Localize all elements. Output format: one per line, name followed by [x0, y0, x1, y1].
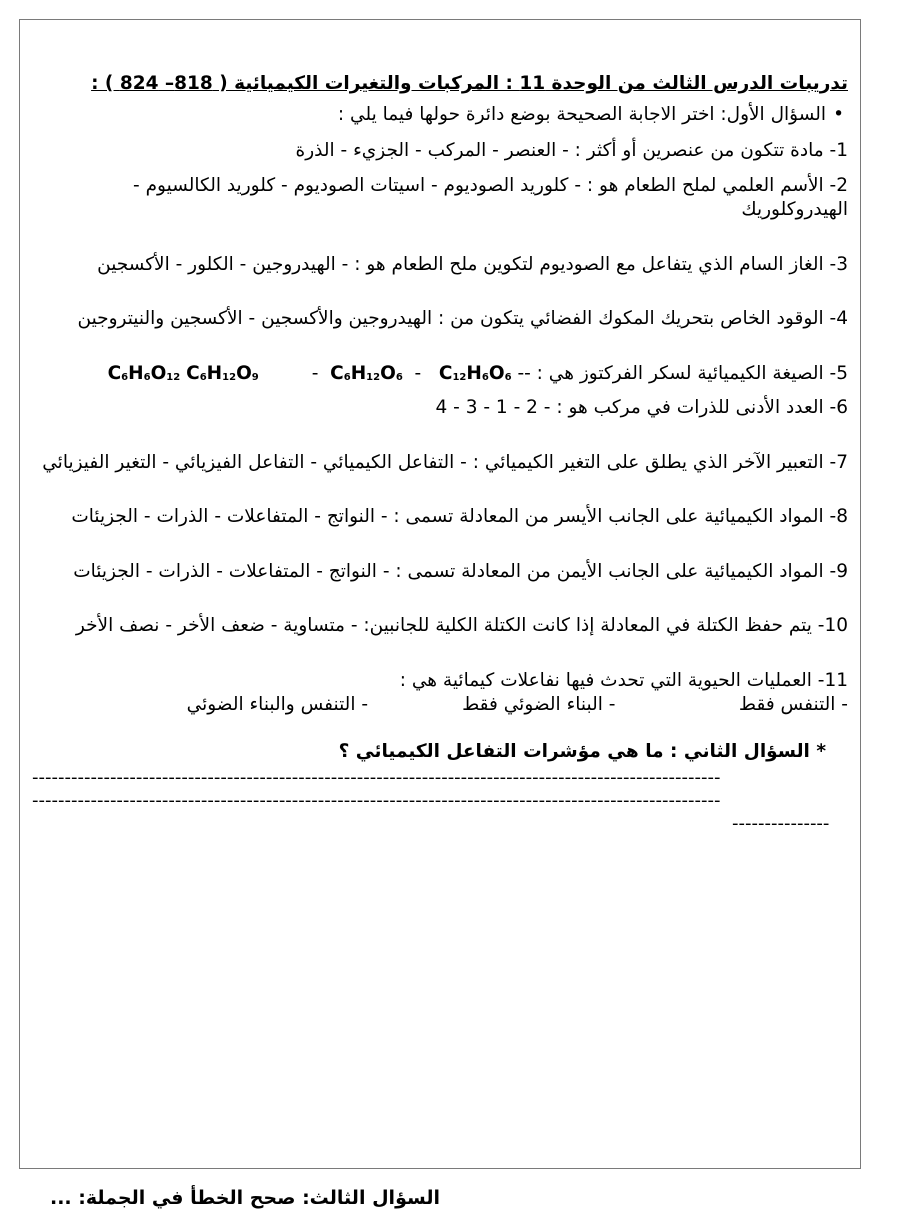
answer-line-3: ---------------	[732, 813, 830, 834]
bullet-icon: •	[833, 103, 844, 125]
item-5: 5- الصيغة الكيميائية لسكر الفركتوز هي : -- $C_{12}H_6O_6 - C_6H_{12}O_6$ - $C_6H_{12}O_9$ $C_6H_6O_{12}$	[107, 362, 848, 384]
item-6: 6- العدد الأدنى للذرات في مركب هو : - 2 - 1 - 3 - 4	[435, 397, 848, 418]
item-3: 3- الغاز السام الذي يتفاعل مع الصوديوم لتكوين ملح الطعام هو : - الهيدروجين - الكلور - الأكسجين	[97, 253, 848, 275]
answer-line-1: ----------------------------------------------------------------------------------------------------------	[32, 767, 721, 788]
item-8: 8- المواد الكيميائية على الجانب الأيسر من المعادلة تسمى : - النواتج - المتفاعلات - الذرات - الجزيئات	[71, 506, 848, 527]
item-7: 7- التعبير الآخر الذي يطلق على التغير الكيميائي : - التفاعل الكيميائي - التفاعل الفيزيائي - التغير الفيزيائي	[42, 451, 848, 473]
page-title: تدريبات الدرس الثالث من الوحدة 11 : المركبات والتغيرات الكيميائية ( 818– 824 ) :	[91, 73, 848, 94]
next-question-cutoff: السؤال الثالث: صحح الخطأ في الجملة: ...	[50, 1187, 440, 1209]
formula-option-c: $C_6H_{12}O_9$	[186, 362, 259, 384]
question-1-text: السؤال الأول: اختر الاجابة الصحيحة بوضع دائرة حولها فيما يلي :	[337, 103, 826, 125]
answer-line-2: ----------------------------------------------------------------------------------------------------------	[32, 790, 721, 811]
item-9: 9- المواد الكيميائية على الجانب الأيمن من المعادلة تسمى : - النواتج - المتفاعلات - الذرات - الجزيئات	[73, 560, 848, 582]
formula-option-a: $C_{12}H_6O_6$	[438, 362, 512, 384]
item-5-prefix: 5- الصيغة الكيميائية لسكر الفركتوز هي : --	[517, 362, 848, 384]
item-11-options: - التنفس فقط - البناء الضوئي فقط - التنفس والبناء الضوئي	[186, 694, 848, 715]
question-1-header	[32, 103, 848, 128]
formula-option-b: $C_6H_{12}O_6$	[330, 362, 403, 384]
item-11-question: 11- العمليات الحيوية التي تحدث فيها نفاعلات كيمائية هي :	[399, 669, 848, 691]
item-4: 4- الوقود الخاص بتحريك المكوك الفضائي يتكون من : الهيدروجين والأكسجين - الأكسجين والنيتروجين	[77, 308, 848, 329]
question-2-title: * السؤال الثاني : ما هي مؤشرات التفاعل الكيميائي ؟	[338, 740, 826, 762]
document-page	[19, 19, 861, 1169]
worksheet-content	[32, 72, 848, 835]
item-10: 10- يتم حفظ الكتلة في المعادلة إذا كانت الكتلة الكلية للجانبين: - متساوية - ضعف الأخر - نصف الأخر	[75, 615, 848, 636]
item-11	[32, 669, 848, 718]
item-2: 2- الأسم العلمي لملح الطعام هو : - كلوريد الصوديوم - اسيتات الصوديوم - كلوريد الكالسيوم - الهيدروكلوريك	[133, 174, 848, 220]
item-1: 1- مادة تتكون من عنصرين أو أكثر : - العنصر - المركب - الجزيء - الذرة	[295, 140, 848, 161]
formula-option-d: $C_6H_6O_{12}$	[107, 362, 181, 384]
